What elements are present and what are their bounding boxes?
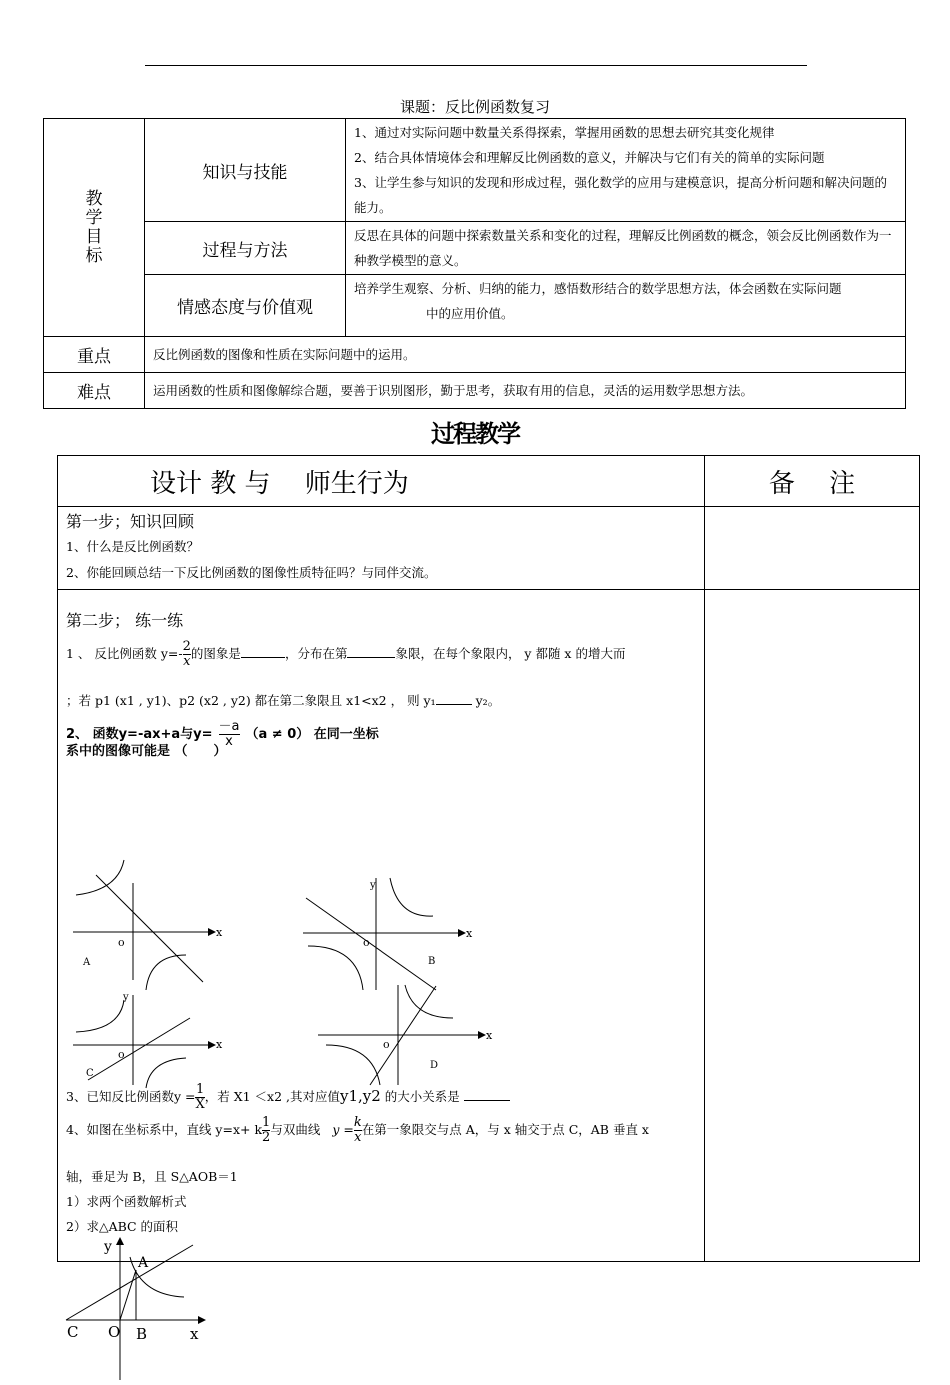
problem1-line1 bbox=[66, 640, 625, 669]
attitude-line: 中的应用价值。 bbox=[426, 306, 514, 321]
fig4-x-label: x bbox=[190, 1325, 199, 1343]
col1-header: 设计 教 与 师生行为 bbox=[58, 456, 705, 507]
graph-d-x-arrow bbox=[478, 1031, 486, 1039]
graph-c-line bbox=[88, 1018, 190, 1080]
difficulty-content: 运用函数的性质和图像解综合题，要善于识别图形，勤于思考，获取有用的信息，灵活的运用数学思想方法。 bbox=[145, 373, 906, 409]
fraction-denominator: x bbox=[183, 654, 191, 669]
knowledge-line: 1、通过对实际问题中数量关系得探索，掌握用函数的思想去研究其变化规律 bbox=[354, 125, 775, 140]
graph-a-line bbox=[96, 875, 203, 982]
graph-b bbox=[303, 878, 473, 990]
knowledge-content bbox=[346, 119, 906, 222]
graph-a-x-arrow bbox=[208, 928, 216, 936]
fraction-numerator: 2 bbox=[182, 639, 191, 654]
graph-a-label: A bbox=[83, 957, 91, 968]
fig4-x-arrow bbox=[198, 1316, 206, 1324]
graph-d-hyperbola-lower bbox=[326, 1045, 380, 1085]
process-table bbox=[57, 455, 920, 1343]
problem2-text: 2、 函数y=-ax+a与y= bbox=[66, 727, 213, 742]
answer-blank[interactable] bbox=[436, 692, 472, 705]
label-char: 标 bbox=[85, 245, 103, 266]
knowledge-line: 3、让学生参与知识的发现和形成过程，强化数学的应用与建模意识，提高分析问题和解决问题的能力。 bbox=[354, 175, 887, 215]
problem1-fraction bbox=[183, 640, 191, 669]
col2-header: 备 注 bbox=[705, 456, 920, 507]
step2-notes bbox=[705, 590, 920, 1262]
fig4-y-label: y bbox=[104, 1239, 112, 1255]
problem4-line1 bbox=[66, 1116, 649, 1145]
process-method-content: 反思在具体的问题中探索数量关系和变化的过程，理解反比例函数的概念，领会反比例函数作为一种教学模型的意义。 bbox=[346, 222, 906, 275]
attitude-content bbox=[346, 275, 906, 337]
problem3-text: 的大小关系是 bbox=[380, 1089, 460, 1104]
problem1-text: 的图象是 bbox=[190, 646, 241, 661]
attitude-label: 情感态度与价值观 bbox=[145, 275, 346, 337]
step1-q1: 1、什么是反比例函数？ bbox=[66, 539, 199, 554]
problem1-text: y₂。 bbox=[475, 693, 501, 708]
graph-a-origin: o bbox=[118, 936, 125, 949]
answer-blank[interactable] bbox=[241, 645, 285, 658]
label-char: 学 bbox=[85, 207, 103, 228]
problem3-line bbox=[66, 1083, 510, 1112]
objectives-label bbox=[44, 119, 145, 337]
graph-d bbox=[318, 985, 493, 1085]
label-char: 教 bbox=[85, 188, 103, 209]
fig4-oa-segment bbox=[120, 1270, 136, 1320]
graph-a-x-label: x bbox=[216, 926, 223, 939]
graph-c-origin: o bbox=[118, 1048, 125, 1061]
attitude-line: 培养学生观察、分析、归纳的能力，感悟数形结合的数学思想方法，体会函数在实际问题 bbox=[354, 281, 842, 296]
fraction-denominator: X bbox=[195, 1097, 205, 1112]
graph-d-x-label: x bbox=[486, 1029, 493, 1042]
step2-cell bbox=[58, 590, 705, 1343]
graph-b-origin: o bbox=[363, 936, 370, 949]
graph-b-hyperbola-lower bbox=[308, 946, 363, 990]
problem1-line2 bbox=[66, 691, 500, 709]
fraction-numerator: k bbox=[353, 1115, 362, 1130]
knowledge-label: 知识与技能 bbox=[145, 119, 346, 222]
fraction-denominator: x bbox=[354, 1130, 362, 1145]
fig4-o-label: O bbox=[108, 1323, 121, 1341]
fraction-denominator: 2 bbox=[262, 1130, 271, 1145]
problem4-text: 与双曲线 bbox=[270, 1122, 321, 1137]
problem4-figure bbox=[58, 1235, 258, 1385]
problem4-q1: 1）求两个函数解析式 bbox=[66, 1194, 187, 1209]
fig4-a-label: A bbox=[138, 1255, 149, 1271]
graph-a bbox=[73, 860, 223, 990]
problem1-text: 1 、 反比例函数 y=- bbox=[66, 646, 183, 661]
process-method-label: 过程与方法 bbox=[145, 222, 346, 275]
graph-d-hyperbola-upper bbox=[405, 985, 453, 1018]
graph-c-x-arrow bbox=[208, 1041, 216, 1049]
objectives-table bbox=[43, 118, 906, 409]
process-title: 过程教学 bbox=[431, 420, 519, 448]
problem4-text: 在第一象限交与点 A，与 x 轴交于点 C，AB 垂直 x bbox=[361, 1122, 649, 1137]
problem4-text: y = bbox=[332, 1122, 354, 1137]
graph-a-hyperbola-lower bbox=[146, 955, 186, 990]
graph-b-hyperbola-upper bbox=[390, 878, 433, 916]
step1-notes bbox=[705, 507, 920, 590]
graph-b-y-label: y bbox=[370, 880, 376, 891]
key-point-label: 重点 bbox=[44, 337, 145, 373]
knowledge-line: 2、结合具体情境体会和理解反比例函数的意义，并解决与它们有关的简单的实际问题 bbox=[354, 150, 825, 165]
graph-c-x-label: x bbox=[216, 1038, 223, 1051]
graph-d-label: D bbox=[430, 1060, 439, 1071]
fraction-numerator: 1 bbox=[195, 1082, 205, 1097]
problem2-graphs bbox=[58, 750, 705, 1090]
problem3-text: ，若 X1 ＜x2 ,其对应值 bbox=[204, 1089, 340, 1104]
problem3-text: 3、已知反比例函数y = bbox=[66, 1089, 196, 1104]
graph-b-x-label: x bbox=[466, 927, 473, 940]
graph-c bbox=[73, 992, 223, 1088]
graph-b-line bbox=[306, 898, 436, 990]
fraction-numerator: 1 bbox=[262, 1115, 271, 1130]
step1-title: 第一步；知识回顾 bbox=[66, 512, 195, 531]
problem4-text: 4、如图在坐标系中，直线 y=x+ k bbox=[66, 1122, 263, 1137]
key-point-content: 反比例函数的图像和性质在实际问题中的运用。 bbox=[145, 337, 906, 373]
fig4-c-label: C bbox=[67, 1323, 79, 1341]
problem3-text: y1,y2 bbox=[339, 1087, 381, 1105]
problem1-text: 象限，在每个象限内， y 都随 x 的增大而 bbox=[395, 646, 626, 661]
header-rule bbox=[145, 65, 807, 66]
difficulty-label: 难点 bbox=[44, 373, 145, 409]
problem4-k-fraction bbox=[354, 1116, 362, 1145]
problem3-fraction bbox=[195, 1083, 204, 1112]
problem2-line2: 系中的图像可能是 （ ） bbox=[66, 744, 227, 759]
lesson-title: 课题：反比例函数复习 bbox=[399, 98, 550, 116]
fig4-line bbox=[66, 1245, 193, 1320]
step1-q2: 2、你能回顾总结一下反比例函数的图像性质特征吗？与同伴交流。 bbox=[66, 565, 437, 580]
step2-title: 第二步； 练一练 bbox=[66, 611, 184, 630]
graph-b-x-arrow bbox=[458, 929, 466, 937]
fig4-b-label: B bbox=[136, 1325, 148, 1343]
answer-blank[interactable] bbox=[464, 1088, 510, 1101]
graph-a-hyperbola-upper bbox=[76, 860, 124, 895]
problem1-text: ，分布在第 bbox=[284, 646, 348, 661]
label-char: 目 bbox=[85, 226, 103, 247]
answer-blank[interactable] bbox=[347, 645, 395, 658]
problem2-text: （a ≠ 0） 在同一坐标 bbox=[245, 727, 379, 742]
problem1-text: ；若 p1 (x1 , y1)、p2 (x2 , y2) 都在第二象限且 x1<x2 ， 则 y₁ bbox=[66, 693, 436, 708]
fig4-y-arrow bbox=[116, 1237, 124, 1245]
fraction-denominator: x bbox=[225, 734, 233, 749]
graph-c-label: C bbox=[86, 1068, 94, 1079]
problem4-q2: 2）求△ABC 的面积 bbox=[66, 1219, 179, 1234]
graph-c-hyperbola-upper bbox=[76, 1000, 124, 1032]
problem4-line2: 轴，垂足为 B，且 S△AOB＝1 bbox=[66, 1169, 238, 1184]
fraction-numerator: －a bbox=[218, 719, 240, 734]
graph-d-origin: o bbox=[383, 1038, 390, 1051]
step1-cell bbox=[58, 507, 705, 590]
graph-b-label: B bbox=[428, 956, 436, 967]
graph-c-y-label: y bbox=[123, 992, 129, 1003]
